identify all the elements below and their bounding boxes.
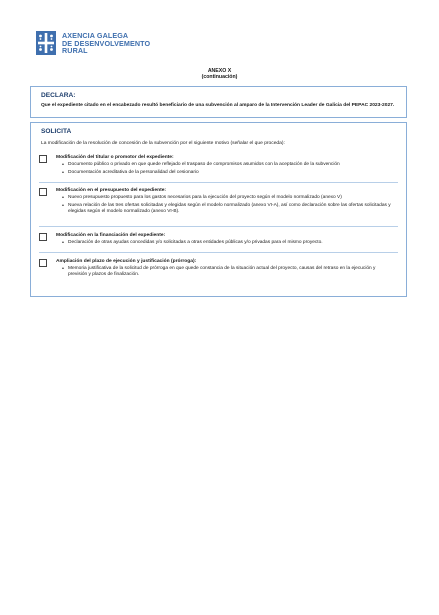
xunta-emblem-icon bbox=[36, 31, 56, 55]
logo-line: DE DESENVOLVEMENTO bbox=[62, 38, 151, 48]
checkbox[interactable] bbox=[39, 259, 47, 267]
annex-title: ANEXO X bbox=[207, 68, 232, 74]
logo-line: AXENCIA GALEGA bbox=[62, 31, 129, 40]
declara-heading: DECLARA: bbox=[41, 92, 76, 99]
logo-wordmark bbox=[62, 32, 150, 55]
option-title: Modificación en la financiación del expediente: bbox=[56, 233, 166, 238]
divider bbox=[39, 226, 398, 227]
declara-section bbox=[30, 86, 407, 118]
solicita-heading: SOLICITA bbox=[41, 128, 72, 135]
checkbox[interactable] bbox=[39, 233, 47, 241]
bullet-item: • Declaración de otras ayudas concedidas y/o solicitadas a otras entidades públicas y/o privadas para el mismo proyecto. bbox=[68, 240, 393, 246]
bullet-item: • Memoria justificativa de la solicitud de prórroga en que quede constancia de la situación actual del proyecto, causas del retraso en la ejecución y previsión y plazos de finalización. bbox=[68, 266, 393, 278]
annex-subtitle: (continuación) bbox=[201, 74, 238, 81]
solicita-section bbox=[30, 122, 407, 297]
option-title: Modificación en el presupuesto del expediente: bbox=[56, 188, 167, 193]
bullet-item: • Nueva relación de las tres ofertas solicitadas y elegidas según el modelo normalizado (anexo VI-A), así como declaración sobre las ofertas solicitadas y elegidas según el modelo normalizado (anexo VI-B). bbox=[68, 203, 393, 215]
checkbox[interactable] bbox=[39, 188, 47, 196]
agency-logo bbox=[36, 31, 156, 57]
declara-text: Que el expediente citado en el encabezado resultó beneficiario de una subvención al amparo de la Intervención Leader de Galicia del PEPAC 2023-2027. bbox=[41, 103, 395, 108]
option-title: Ampliación del plazo de ejecución y justificación (prórroga): bbox=[56, 259, 197, 264]
bullet-item: • Nuevo presupuesto propuesto para los gastos necesarios para la ejecución del proyecto según el modelo normalizado (anexo V) bbox=[68, 195, 393, 201]
logo-line: RURAL bbox=[62, 46, 88, 56]
divider bbox=[39, 182, 398, 183]
bullet-item: • Documento público o privado en que quede reflejado el traspaso de compromisos asumidos con la aceptación de la subvención bbox=[68, 162, 393, 168]
option-title: Modificación del titular o promotor del expediente: bbox=[56, 155, 174, 160]
divider bbox=[39, 252, 398, 253]
annex-title-block bbox=[0, 68, 439, 81]
checkbox[interactable] bbox=[39, 155, 47, 163]
solicita-intro: La modificación de la resolución de concesión de la subvención por el siguiente motivo (señalar el que proceda): bbox=[41, 141, 285, 146]
bullet-item: • Documentación acreditativa de la personalidad del cesionario bbox=[68, 170, 393, 176]
